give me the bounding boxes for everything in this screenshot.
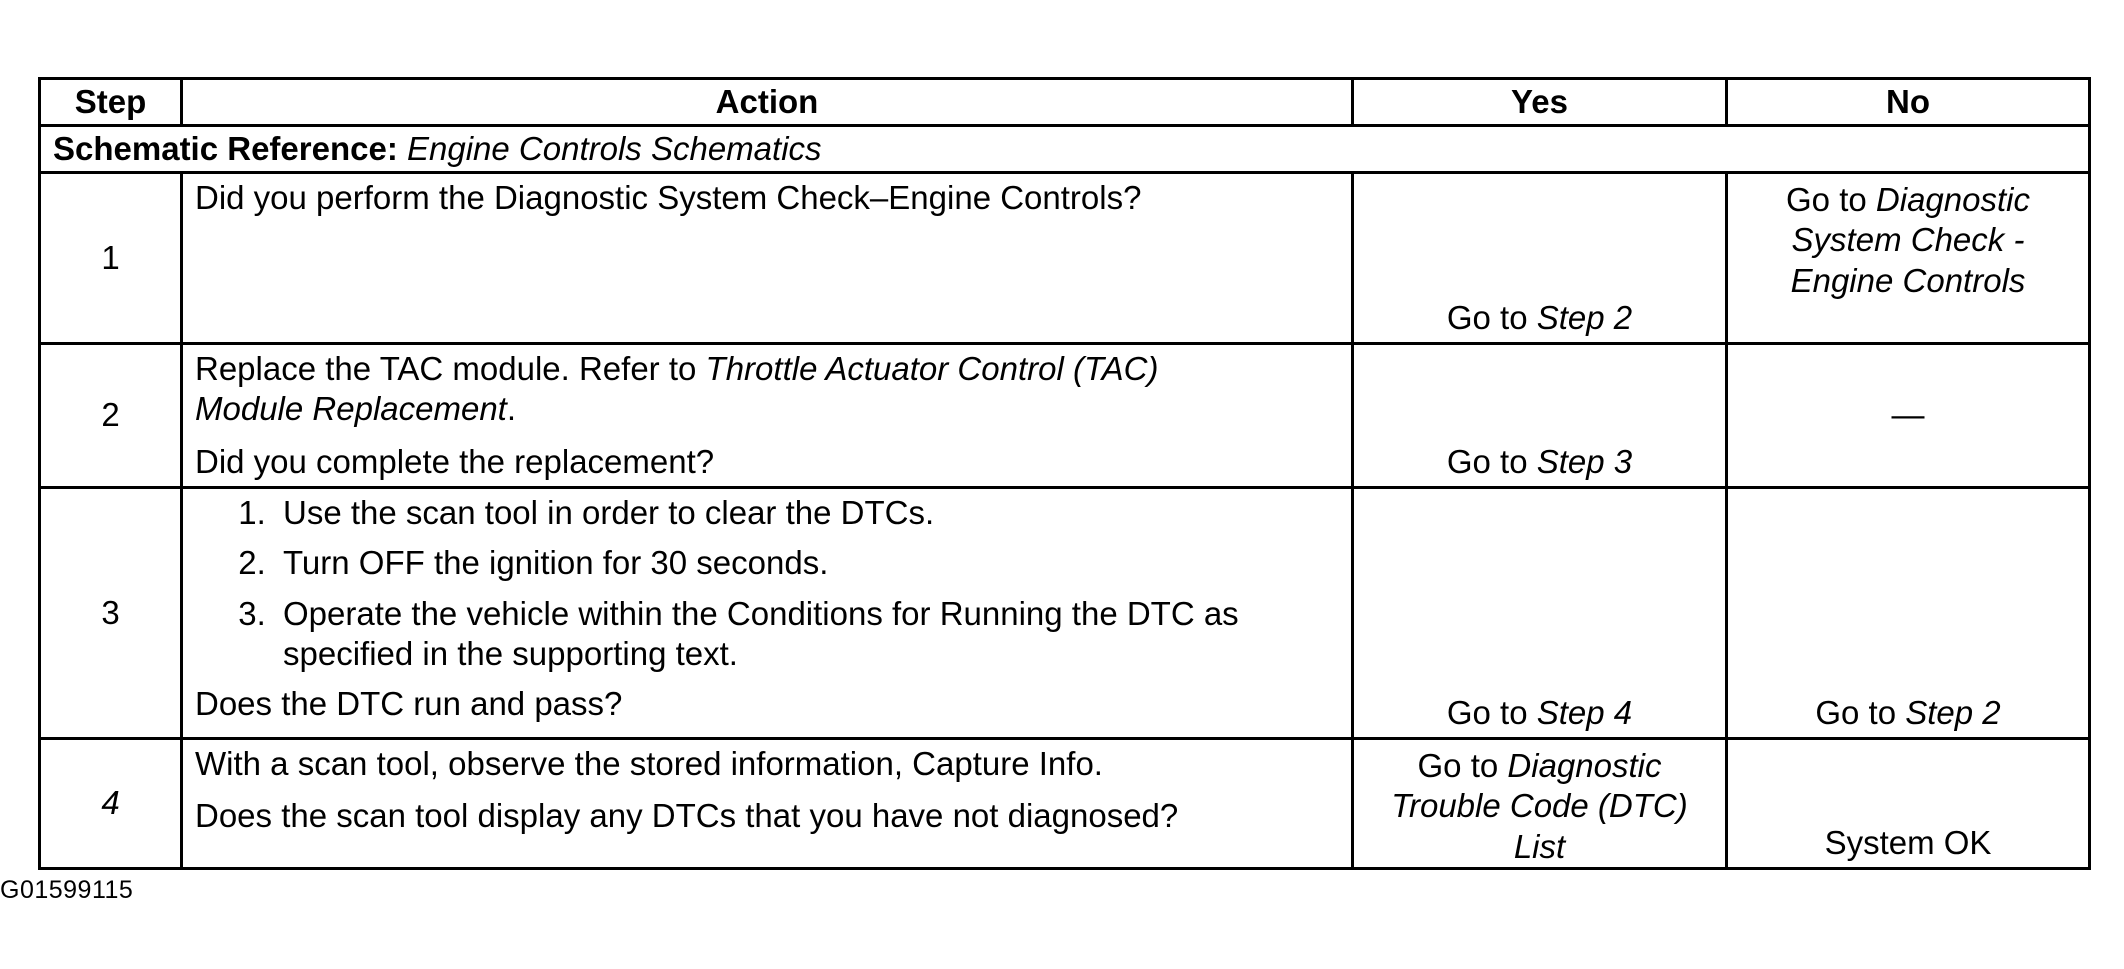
action-text: With a scan tool, observe the stored information, Capture Info.	[195, 745, 1103, 782]
dtc-list-link-part1[interactable]: Diagnostic	[1507, 747, 1662, 784]
action-text-suffix: .	[506, 390, 517, 428]
table-row	[40, 739, 2090, 869]
yes-prefix: Go to	[1446, 442, 1528, 480]
yes-step-link[interactable]: Step 4	[1536, 693, 1633, 731]
no-step-link[interactable]: Step 2	[1905, 693, 2001, 731]
no-cell	[1727, 488, 2090, 739]
tac-replacement-link-part2[interactable]: Module Replacement	[195, 390, 507, 428]
header-action: Action	[182, 79, 1353, 126]
no-cell	[1727, 739, 2090, 869]
action-text: Did you perform the Diagnostic System Check–Engine Controls?	[195, 179, 1142, 216]
action-text	[195, 349, 1339, 430]
schematic-reference-link[interactable]: Engine Controls Schematics	[407, 129, 822, 167]
no-link-part2[interactable]: System Check -	[1791, 221, 2025, 259]
no-cell	[1727, 173, 2090, 344]
no-value: —	[1891, 396, 1925, 434]
step-number: 3	[40, 488, 182, 739]
diagnostic-table	[38, 77, 2091, 870]
list-item: 3. Operate the vehicle within the Conditions for Running the DTC as specified in the supporting text.	[275, 594, 1339, 675]
action-steps-list	[195, 493, 1339, 674]
yes-step-link[interactable]: Step 3	[1536, 442, 1633, 480]
action-cell	[182, 173, 1353, 344]
yes-cell	[1353, 173, 1727, 344]
action-question: Did you complete the replacement?	[195, 442, 715, 480]
header-no: No	[1727, 79, 2090, 126]
yes-cell	[1353, 739, 1727, 869]
no-prefix: Go to	[1786, 181, 1867, 218]
header-yes: Yes	[1353, 79, 1727, 126]
schematic-reference-cell	[40, 126, 2090, 173]
action-cell	[182, 739, 1353, 869]
action-cell	[182, 488, 1353, 739]
step-number: 1	[40, 173, 182, 344]
step-number: 4	[40, 739, 182, 869]
step-number: 2	[40, 344, 182, 488]
yes-prefix: Go to	[1446, 693, 1528, 731]
dtc-list-link-part2[interactable]: Trouble Code (DTC)	[1391, 787, 1688, 825]
action-question: Does the DTC run and pass?	[195, 685, 623, 722]
figure-id: G01599115	[0, 876, 134, 904]
tac-replacement-link-part1[interactable]: Throttle Actuator Control (TAC)	[705, 350, 1159, 387]
yes-cell	[1353, 488, 1727, 739]
yes-step-link[interactable]: Step 2	[1536, 298, 1633, 336]
schematic-reference-label: Schematic Reference:	[53, 129, 398, 167]
no-link-part3[interactable]: Engine Controls	[1790, 261, 2026, 299]
header-row	[40, 79, 2090, 126]
action-question: Does the scan tool display any DTCs that you have not diagnosed?	[195, 797, 1179, 835]
no-value: System OK	[1824, 823, 1992, 861]
table-row	[40, 173, 2090, 344]
yes-prefix: Go to	[1446, 298, 1528, 336]
table-row	[40, 344, 2090, 488]
header-step: Step	[40, 79, 182, 126]
action-cell	[182, 344, 1353, 488]
list-item: 2. Turn OFF the ignition for 30 seconds.	[275, 543, 1339, 583]
action-text-prefix: Replace the TAC module. Refer to	[195, 350, 697, 387]
no-link-part1[interactable]: Diagnostic	[1875, 181, 2030, 218]
dtc-list-link-part3[interactable]: List	[1513, 827, 1566, 865]
no-prefix: Go to	[1815, 693, 1897, 731]
yes-cell	[1353, 344, 1727, 488]
yes-prefix: Go to	[1417, 747, 1499, 784]
list-item: 1. Use the scan tool in order to clear the DTCs.	[275, 493, 1339, 533]
table-row	[40, 488, 2090, 739]
schematic-reference-row	[40, 126, 2090, 173]
no-cell	[1727, 344, 2090, 488]
